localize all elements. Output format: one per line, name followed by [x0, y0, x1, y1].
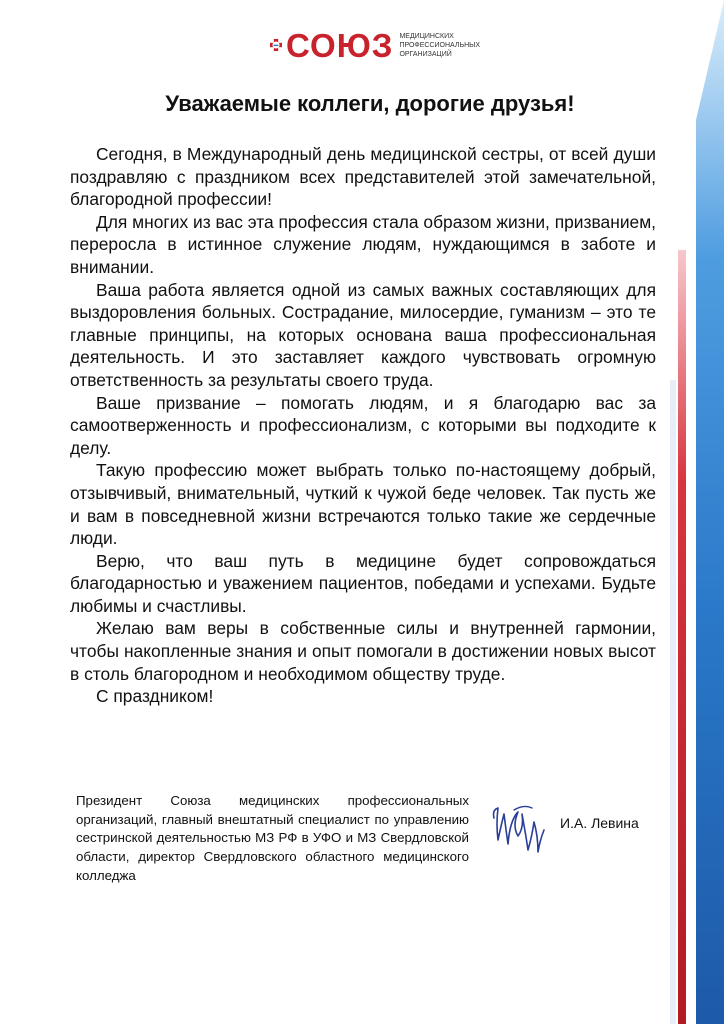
handshake-cross-icon: [270, 23, 282, 67]
letter-title: Уважаемые коллеги, дорогие друзья!: [165, 91, 575, 116]
logo-subtitle: МЕДИЦИНСКИХ ПРОФЕССИОНАЛЬНЫХ ОРГАНИЗАЦИЙ: [399, 32, 480, 58]
paragraph: Для многих из вас эта профессия стала образом жизни, призванием, переросла в истинное служение людям, нуждающимся в заботе и внимании.: [70, 211, 656, 277]
signer-name: И.А. Левина: [560, 815, 639, 831]
signer-position: Президент Союза медицинских профессиональных организаций, главный внештатный специалист по управлению сестринской деятельностью МЗ РФ в УФО и МЗ Свердловской области, директор Свердловского областного медицинского колледжа: [76, 793, 469, 883]
paragraph: Ваше призвание – помогать людям, и я благодарю вас за самоотверженность и профессионализм, с которыми вы подходите к делу.: [70, 392, 656, 458]
paragraph: С праздником!: [96, 686, 214, 707]
organization-logo: [270, 22, 480, 68]
paragraph: Верю, что ваш путь в медицине будет сопровождаться благодарностью и уважением пациентов, победами и успехами. Будьте любимы и счастливы.: [70, 550, 656, 616]
side-ribbon-decoration: [656, 0, 724, 1024]
paragraph: Ваша работа является одной из самых важных составляющих для выздоровления больных. Сострадание, милосердие, гуманизм – это те главные принципы, на которых основана ваша профессиональная деятельность. И это заставляет каждого чувствовать огромную ответственность за результаты своего труда.: [70, 279, 656, 390]
logo-wordmark: СОЮЗ: [286, 26, 394, 64]
paragraph: Желаю вам веры в собственные силы и внутренней гармонии, чтобы накопленные знания и опыт помогали в достижении новых высот в столь благородном и необходимом обществу труде.: [70, 618, 656, 684]
paragraph: Такую профессию может выбрать только по-настоящему добрый, отзывчивый, внимательный, чуткий к чужой беде человек. Так пусть же и вам в повседневной жизни встречаются только такие же сердечные люди.: [70, 460, 656, 549]
letter-body: [70, 143, 656, 708]
handwritten-signature: [488, 800, 550, 860]
paragraph: Сегодня, в Международный день медицинской сестры, от всей души поздравляю с праздником всех представителей этой замечательной, благородной профессии!: [70, 144, 656, 210]
